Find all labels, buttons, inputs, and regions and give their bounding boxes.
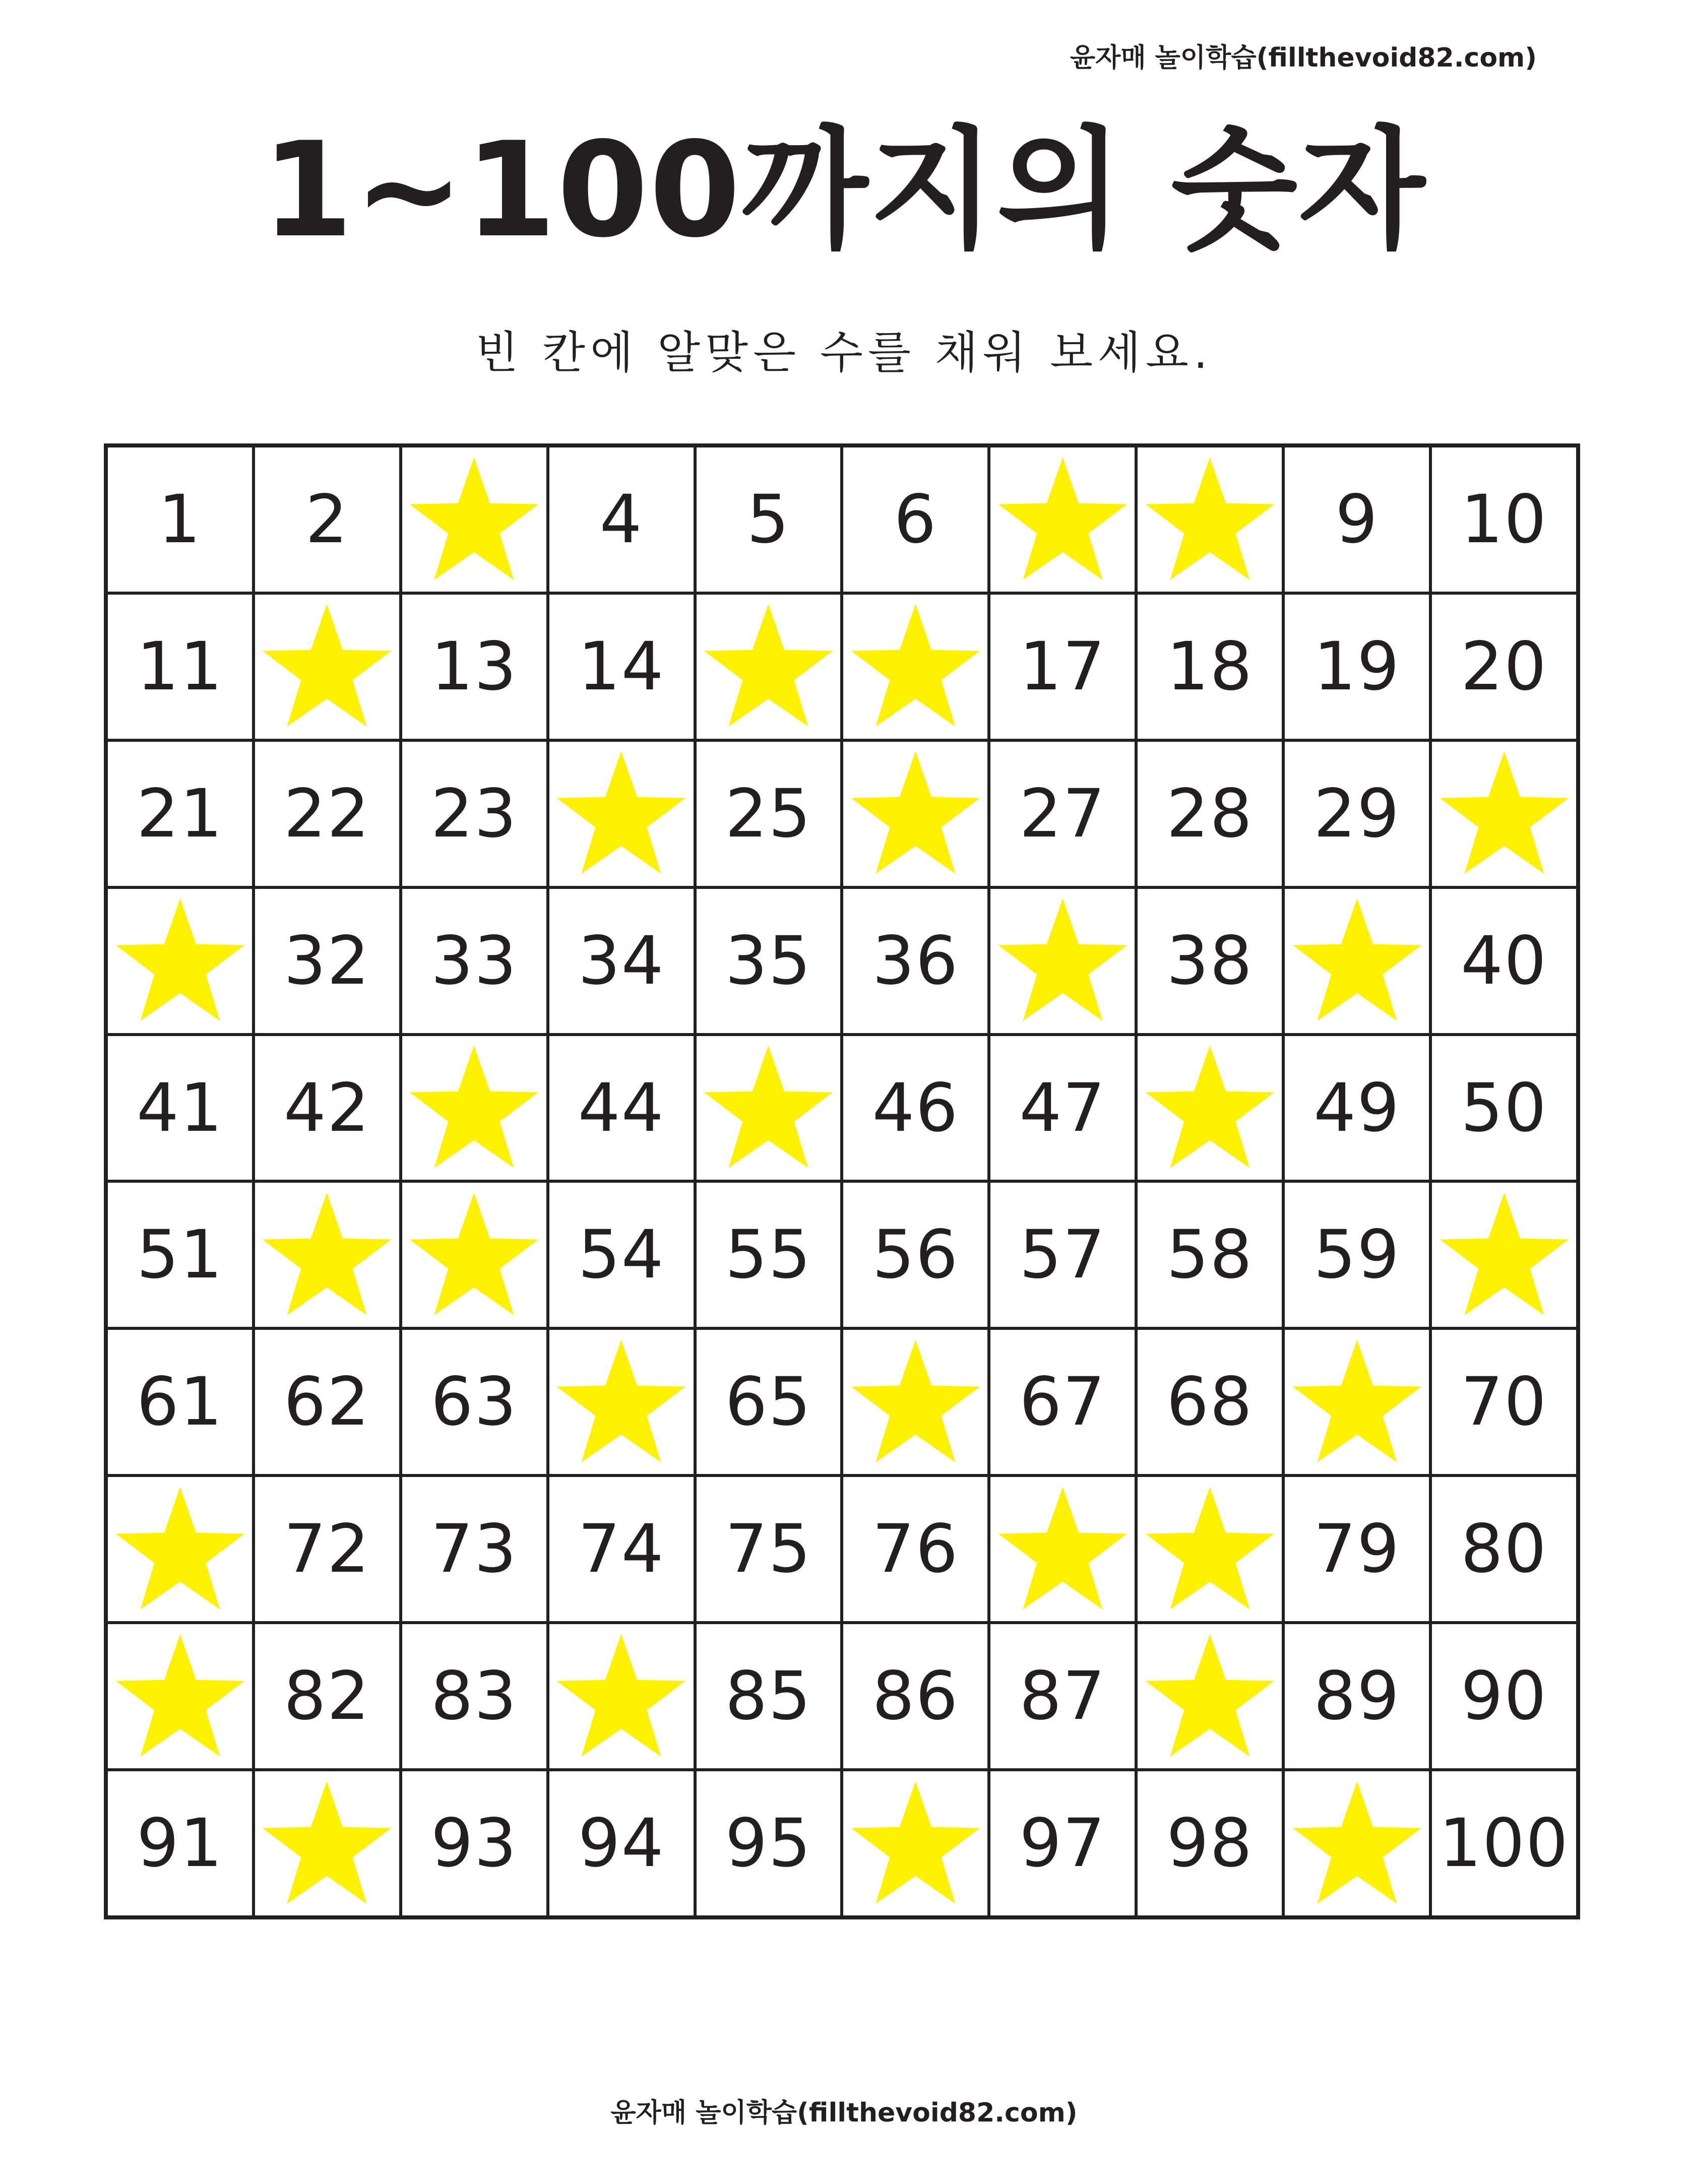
star-icon: [112, 1482, 248, 1617]
blank-cell: [1285, 1771, 1429, 1915]
cell-number: 56: [872, 1216, 959, 1294]
cell-number: 42: [283, 1069, 370, 1147]
number-cell: [1432, 1771, 1576, 1915]
cell-number: 23: [430, 775, 518, 853]
number-cell: [843, 1477, 987, 1621]
number-cell: [1138, 1330, 1282, 1474]
cell-number: 49: [1314, 1069, 1401, 1147]
star-icon: [1142, 1629, 1278, 1764]
number-cell: [843, 1624, 987, 1768]
star-icon: [995, 1482, 1131, 1617]
cell-number: 47: [1019, 1069, 1106, 1147]
number-cell: [402, 1624, 546, 1768]
number-cell: [549, 889, 694, 1033]
blank-cell: [255, 1771, 399, 1915]
cell-number: 14: [578, 627, 665, 705]
number-cell: [990, 1036, 1135, 1180]
number-cell: [108, 1036, 252, 1180]
cell-number: 2: [305, 480, 349, 558]
number-cell: [402, 1477, 546, 1621]
star-icon: [406, 452, 542, 588]
blank-cell: [549, 1330, 694, 1474]
number-cell: [549, 1183, 694, 1327]
star-icon: [1436, 746, 1572, 881]
star-icon: [995, 893, 1131, 1029]
star-icon: [259, 1187, 395, 1323]
blank-cell: [549, 742, 694, 886]
star-icon: [701, 599, 836, 734]
cell-number: 6: [894, 480, 937, 558]
cell-number: 62: [283, 1363, 370, 1441]
number-cell: [108, 447, 252, 592]
cell-number: 9: [1335, 480, 1379, 558]
cell-number: 18: [1166, 627, 1254, 705]
credit-bottom: 윤자매 놀이학습(fillthevoid82.com): [610, 2098, 1078, 2128]
blank-cell: [697, 595, 841, 739]
blank-cell: [843, 595, 987, 739]
cell-number: 82: [283, 1657, 370, 1736]
star-icon: [112, 893, 248, 1029]
cell-number: 83: [430, 1657, 518, 1736]
star-icon: [701, 1040, 836, 1176]
number-cell: [1432, 1477, 1576, 1621]
star-icon: [1289, 893, 1425, 1029]
cell-number: 65: [725, 1363, 812, 1441]
cell-number: 63: [430, 1363, 518, 1441]
cell-number: 75: [725, 1510, 812, 1588]
blank-cell: [1285, 1330, 1429, 1474]
number-cell: [990, 1330, 1135, 1474]
credit-top: 윤자매 놀이학습(fillthevoid82.com): [1070, 43, 1537, 73]
blank-cell: [1138, 447, 1282, 592]
star-icon: [995, 452, 1131, 588]
blank-cell: [108, 1477, 252, 1621]
cell-number: 55: [725, 1216, 812, 1294]
cell-number: 11: [136, 627, 223, 705]
number-cell: [697, 1624, 841, 1768]
blank-cell: [108, 1624, 252, 1768]
cell-number: 95: [725, 1805, 812, 1883]
blank-cell: [402, 447, 546, 592]
cell-number: 72: [283, 1510, 370, 1588]
number-cell: [1432, 1036, 1576, 1180]
number-cell: [402, 1771, 546, 1915]
cell-number: 73: [430, 1510, 518, 1588]
blank-cell: [1432, 1183, 1576, 1327]
cell-number: 32: [283, 922, 370, 1000]
number-cell: [1138, 1183, 1282, 1327]
number-cell: [697, 1477, 841, 1621]
cell-number: 80: [1461, 1510, 1548, 1588]
number-cell: [1432, 447, 1576, 592]
cell-number: 68: [1166, 1363, 1254, 1441]
star-icon: [848, 599, 983, 734]
number-cell: [1138, 1771, 1282, 1915]
number-cell: [1285, 447, 1429, 592]
number-cell: [1432, 889, 1576, 1033]
number-cell: [549, 595, 694, 739]
cell-number: 54: [578, 1216, 665, 1294]
number-cell: [697, 889, 841, 1033]
cell-number: 85: [725, 1657, 812, 1736]
star-icon: [406, 1187, 542, 1323]
cell-number: 21: [136, 775, 223, 853]
number-cell: [549, 447, 694, 592]
cell-number: 98: [1166, 1805, 1254, 1883]
cell-number: 76: [872, 1510, 959, 1588]
number-cell: [255, 742, 399, 886]
number-cell: [549, 1771, 694, 1915]
cell-number: 86: [872, 1657, 959, 1736]
number-cell: [108, 1330, 252, 1474]
cell-number: 94: [578, 1805, 665, 1883]
number-cell: [402, 889, 546, 1033]
number-cell: [108, 595, 252, 739]
number-cell: [1285, 595, 1429, 739]
number-cell: [990, 1183, 1135, 1327]
star-icon: [259, 1776, 395, 1911]
number-cell: [843, 1036, 987, 1180]
cell-number: 90: [1461, 1657, 1548, 1736]
cell-number: 89: [1314, 1657, 1401, 1736]
number-cell: [990, 1771, 1135, 1915]
number-cell: [697, 447, 841, 592]
number-cell: [1432, 1330, 1576, 1474]
cell-number: 87: [1019, 1657, 1106, 1736]
number-cell: [697, 1771, 841, 1915]
number-cell: [843, 447, 987, 592]
cell-number: 35: [725, 922, 812, 1000]
star-icon: [848, 1334, 983, 1470]
star-icon: [1142, 452, 1278, 588]
number-cell: [108, 1183, 252, 1327]
number-cell: [255, 1330, 399, 1474]
star-icon: [406, 1040, 542, 1176]
cell-number: 13: [430, 627, 518, 705]
star-icon: [1289, 1334, 1425, 1470]
cell-number: 28: [1166, 775, 1254, 853]
number-cell: [697, 1183, 841, 1327]
number-cell: [402, 595, 546, 739]
blank-cell: [1285, 889, 1429, 1033]
number-cell: [549, 1036, 694, 1180]
number-cell: [697, 742, 841, 886]
star-icon: [553, 746, 689, 881]
number-cell: [402, 1330, 546, 1474]
cell-number: 44: [578, 1069, 665, 1147]
star-icon: [1142, 1040, 1278, 1176]
blank-cell: [255, 595, 399, 739]
cell-number: 1: [158, 480, 202, 558]
number-cell: [402, 742, 546, 886]
cell-number: 33: [430, 922, 518, 1000]
blank-cell: [990, 889, 1135, 1033]
blank-cell: [255, 1183, 399, 1327]
number-cell: [1285, 1477, 1429, 1621]
cell-number: 20: [1461, 627, 1548, 705]
cell-number: 22: [283, 775, 370, 853]
blank-cell: [843, 1771, 987, 1915]
star-icon: [848, 746, 983, 881]
blank-cell: [1138, 1036, 1282, 1180]
cell-number: 27: [1019, 775, 1106, 853]
blank-cell: [990, 1477, 1135, 1621]
cell-number: 100: [1439, 1805, 1570, 1883]
blank-cell: [549, 1624, 694, 1768]
cell-number: 17: [1019, 627, 1106, 705]
cell-number: 46: [872, 1069, 959, 1147]
star-icon: [553, 1629, 689, 1764]
cell-number: 38: [1166, 922, 1254, 1000]
star-icon: [1289, 1776, 1425, 1911]
number-grid: [104, 443, 1580, 1919]
number-cell: [1285, 1624, 1429, 1768]
number-cell: [843, 1183, 987, 1327]
number-cell: [990, 742, 1135, 886]
number-cell: [843, 889, 987, 1033]
cell-number: 4: [599, 480, 643, 558]
page-title: 1~100까지의 숫자: [262, 114, 1426, 267]
cell-number: 25: [725, 775, 812, 853]
blank-cell: [990, 447, 1135, 592]
star-icon: [112, 1629, 248, 1764]
number-cell: [1138, 889, 1282, 1033]
cell-number: 29: [1314, 775, 1401, 853]
cell-number: 93: [430, 1805, 518, 1883]
blank-cell: [402, 1183, 546, 1327]
number-cell: [255, 889, 399, 1033]
cell-number: 10: [1461, 480, 1548, 558]
number-cell: [255, 1036, 399, 1180]
blank-cell: [1432, 742, 1576, 886]
star-icon: [1142, 1482, 1278, 1617]
blank-cell: [843, 742, 987, 886]
blank-cell: [402, 1036, 546, 1180]
cell-number: 50: [1461, 1069, 1548, 1147]
instruction-text: 빈 칸에 알맞은 수를 채워 보세요.: [475, 327, 1213, 378]
number-cell: [1285, 1183, 1429, 1327]
number-cell: [255, 1477, 399, 1621]
number-cell: [990, 595, 1135, 739]
cell-number: 34: [578, 922, 665, 1000]
cell-number: 51: [136, 1216, 223, 1294]
number-cell: [549, 1477, 694, 1621]
number-cell: [108, 742, 252, 886]
number-cell: [1138, 595, 1282, 739]
cell-number: 79: [1314, 1510, 1401, 1588]
number-cell: [1432, 1624, 1576, 1768]
number-cell: [697, 1330, 841, 1474]
cell-number: 59: [1314, 1216, 1401, 1294]
cell-number: 58: [1166, 1216, 1254, 1294]
number-cell: [1285, 742, 1429, 886]
number-cell: [990, 1624, 1135, 1768]
cell-number: 5: [746, 480, 790, 558]
blank-cell: [1138, 1477, 1282, 1621]
cell-number: 61: [136, 1363, 223, 1441]
cell-number: 36: [872, 922, 959, 1000]
number-cell: [1432, 595, 1576, 739]
blank-cell: [108, 889, 252, 1033]
blank-cell: [1138, 1624, 1282, 1768]
star-icon: [1436, 1187, 1572, 1323]
number-cell: [255, 1624, 399, 1768]
blank-cell: [843, 1330, 987, 1474]
number-cell: [1285, 1036, 1429, 1180]
cell-number: 41: [136, 1069, 223, 1147]
cell-number: 40: [1461, 922, 1548, 1000]
number-cell: [1138, 742, 1282, 886]
cell-number: 70: [1461, 1363, 1548, 1441]
star-icon: [848, 1776, 983, 1911]
blank-cell: [697, 1036, 841, 1180]
cell-number: 67: [1019, 1363, 1106, 1441]
cell-number: 57: [1019, 1216, 1106, 1294]
star-icon: [553, 1334, 689, 1470]
cell-number: 91: [136, 1805, 223, 1883]
cell-number: 97: [1019, 1805, 1106, 1883]
cell-number: 19: [1314, 627, 1401, 705]
star-icon: [259, 599, 395, 734]
number-cell: [255, 447, 399, 592]
cell-number: 74: [578, 1510, 665, 1588]
number-cell: [108, 1771, 252, 1915]
